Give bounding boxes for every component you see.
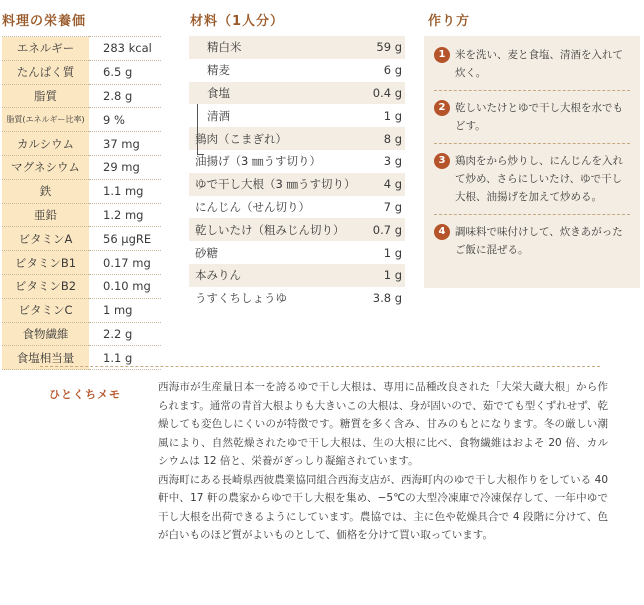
ingredient-name: 精白米 (207, 40, 242, 55)
step-text: 米を洗い、麦と食塩、清酒を入れて炊く。 (455, 49, 623, 79)
ingredient-row (189, 104, 405, 127)
nutrition-row (2, 155, 161, 179)
ingredient-name: 鶏肉（こまぎれ） (195, 131, 287, 146)
ingredient-name: 砂糖 (195, 245, 218, 260)
nutrient-label: ビタミンB2 (2, 274, 89, 298)
nutrient-label: 亜鉛 (2, 203, 89, 227)
ingredient-row (189, 82, 405, 105)
ingredient-name: 清酒 (207, 108, 230, 123)
nutrient-value: 2.2 g (89, 322, 161, 346)
section-divider (40, 366, 600, 367)
ingredient-amount: 1 g (383, 108, 402, 123)
step-number-badge: 1 (434, 47, 450, 63)
nutrition-row (2, 203, 161, 227)
nutrition-row (2, 251, 161, 275)
nutrition-row (2, 227, 161, 251)
nutrition-row (2, 322, 161, 346)
step-item (434, 223, 630, 267)
nutrition-row (2, 132, 161, 156)
ingredient-row (189, 127, 405, 150)
ingredients-title: 材料（1人分） (190, 14, 285, 29)
ingredient-amount: 8 g (383, 131, 402, 146)
ingredient-row (189, 173, 405, 196)
nutrient-value: 1.1 g (89, 346, 161, 370)
ingredient-name: 乾しいたけ（粗みじん切り） (195, 222, 345, 237)
nutrient-value: 29 mg (89, 155, 161, 179)
ingredient-row (189, 150, 405, 173)
ingredient-row (189, 196, 405, 219)
nutrient-label: 食物繊維 (2, 322, 89, 346)
nutrient-value: 1 mg (89, 298, 161, 322)
memo-text (158, 378, 608, 545)
nutrition-row (2, 60, 161, 84)
step-text: 調味料で味付けして、炊きあがったご飯に混ぜる。 (455, 226, 623, 256)
nutrient-value: 56 μgRE (89, 227, 161, 251)
nutrient-value: 1.2 mg (89, 203, 161, 227)
nutrient-value: 9 % (89, 108, 161, 132)
ingredient-amount: 0.4 g (372, 85, 402, 100)
nutrient-label: ビタミンB1 (2, 251, 89, 275)
ingredient-amount: 0.7 g (372, 222, 402, 237)
ingredient-name: ゆで干し大根（3 ㎜うす切り） (195, 177, 356, 192)
ingredient-name: 本みりん (195, 268, 241, 283)
ingredient-amount: 6 g (383, 63, 402, 78)
nutrition-title: 料理の栄養価 (2, 14, 87, 29)
step-item (434, 46, 630, 91)
nutrient-value: 0.17 mg (89, 251, 161, 275)
nutrition-row (2, 84, 161, 108)
ingredient-amount: 59 g (376, 40, 402, 55)
nutrition-row (2, 274, 161, 298)
nutrition-row (2, 37, 161, 61)
nutrient-value: 1.1 mg (89, 179, 161, 203)
ingredient-row (189, 264, 405, 287)
nutrient-value: 37 mg (89, 132, 161, 156)
nutrient-label: カルシウム (2, 132, 89, 156)
nutrient-label: マグネシウム (2, 155, 89, 179)
ingredient-amount: 4 g (383, 177, 402, 192)
ingredients-list (189, 36, 405, 310)
step-item (434, 99, 630, 144)
ingredient-amount: 1 g (383, 268, 402, 283)
ingredient-amount: 7 g (383, 199, 402, 214)
ingredient-row (189, 218, 405, 241)
nutrition-row (2, 108, 161, 132)
step-item (434, 152, 630, 215)
memo-title: ひとくちメモ (49, 388, 121, 401)
nutrient-label: たんぱく質 (2, 60, 89, 84)
nutrient-label: 脂質 (2, 84, 89, 108)
nutrition-table (2, 36, 161, 370)
nutrient-label: 鉄 (2, 179, 89, 203)
nutrition-row (2, 179, 161, 203)
ingredient-row (189, 59, 405, 82)
nutrient-label: エネルギー (2, 37, 89, 61)
ingredient-amount: 3.8 g (372, 291, 402, 306)
nutrient-value: 2.8 g (89, 84, 161, 108)
step-text: 鶏肉をから炒りし、にんじんを入れて炒め、さらにしいたけ、ゆで干し大根、油揚げを加えて炒める。 (455, 155, 623, 203)
nutrient-label: ビタミンC (2, 298, 89, 322)
step-number-badge: 4 (434, 224, 450, 240)
ingredient-row (189, 287, 405, 310)
nutrient-label: 脂質(エネルギー比率) (2, 108, 89, 132)
steps-box (424, 36, 640, 288)
ingredient-amount: 1 g (383, 245, 402, 260)
ingredient-name: 食塩 (207, 85, 230, 100)
ingredient-row (189, 36, 405, 59)
memo-paragraph-1: 西海市が生産量日本一を誇るゆで干し大根は、専用に品種改良された「大栄大蔵大根」から作られます。通常の青首大根よりも大きいこの大根は、身が固いので、茹でても型くずれせず、乾燥しても変色しにくいのが特徴です。糖質を多く含み、甘みのもとになります。冬の厳しい潮風により、自然乾燥されたゆで干し大根は、生の大根に比べ、食物繊維はおよそ 20 倍、カルシウムは 12 倍と、栄養がぎっしり凝縮されています。 (158, 381, 608, 467)
ingredient-name: うすくちしょうゆ (195, 291, 287, 306)
step-number-badge: 3 (434, 153, 450, 169)
nutrient-label: 食塩相当量 (2, 346, 89, 370)
step-number-badge: 2 (434, 100, 450, 116)
nutrient-label: ビタミンA (2, 227, 89, 251)
nutrient-value: 283 kcal (89, 37, 161, 61)
ingredient-name: 精麦 (207, 63, 230, 78)
step-text: 乾しいたけとゆで干し大根を水でもどす。 (455, 102, 623, 132)
steps-title: 作り方 (428, 14, 471, 29)
nutrition-row (2, 298, 161, 322)
ingredient-name: 油揚げ（3 ㎜うす切り） (195, 154, 321, 169)
ingredient-name: にんじん（せん切り） (195, 199, 310, 214)
memo-paragraph-2: 西海町にある長崎県西彼農業協同組合西海支店が、西海町内のゆで干し大根作りをしている 40 軒中、17 軒の農家からゆで干し大根を集め、−5℃の大型冷凍庫で冷凍保存して、一年中ゆで干し大根を出荷できるようにしています。農協では、主に色や乾燥具合で 4 段階に分けて、色が白いものほど質がよいものとして、価格を分けて買い取っています。 (158, 473, 608, 541)
nutrient-value: 0.10 mg (89, 274, 161, 298)
ingredient-row (189, 241, 405, 264)
nutrient-value: 6.5 g (89, 60, 161, 84)
ingredient-amount: 3 g (383, 154, 402, 169)
